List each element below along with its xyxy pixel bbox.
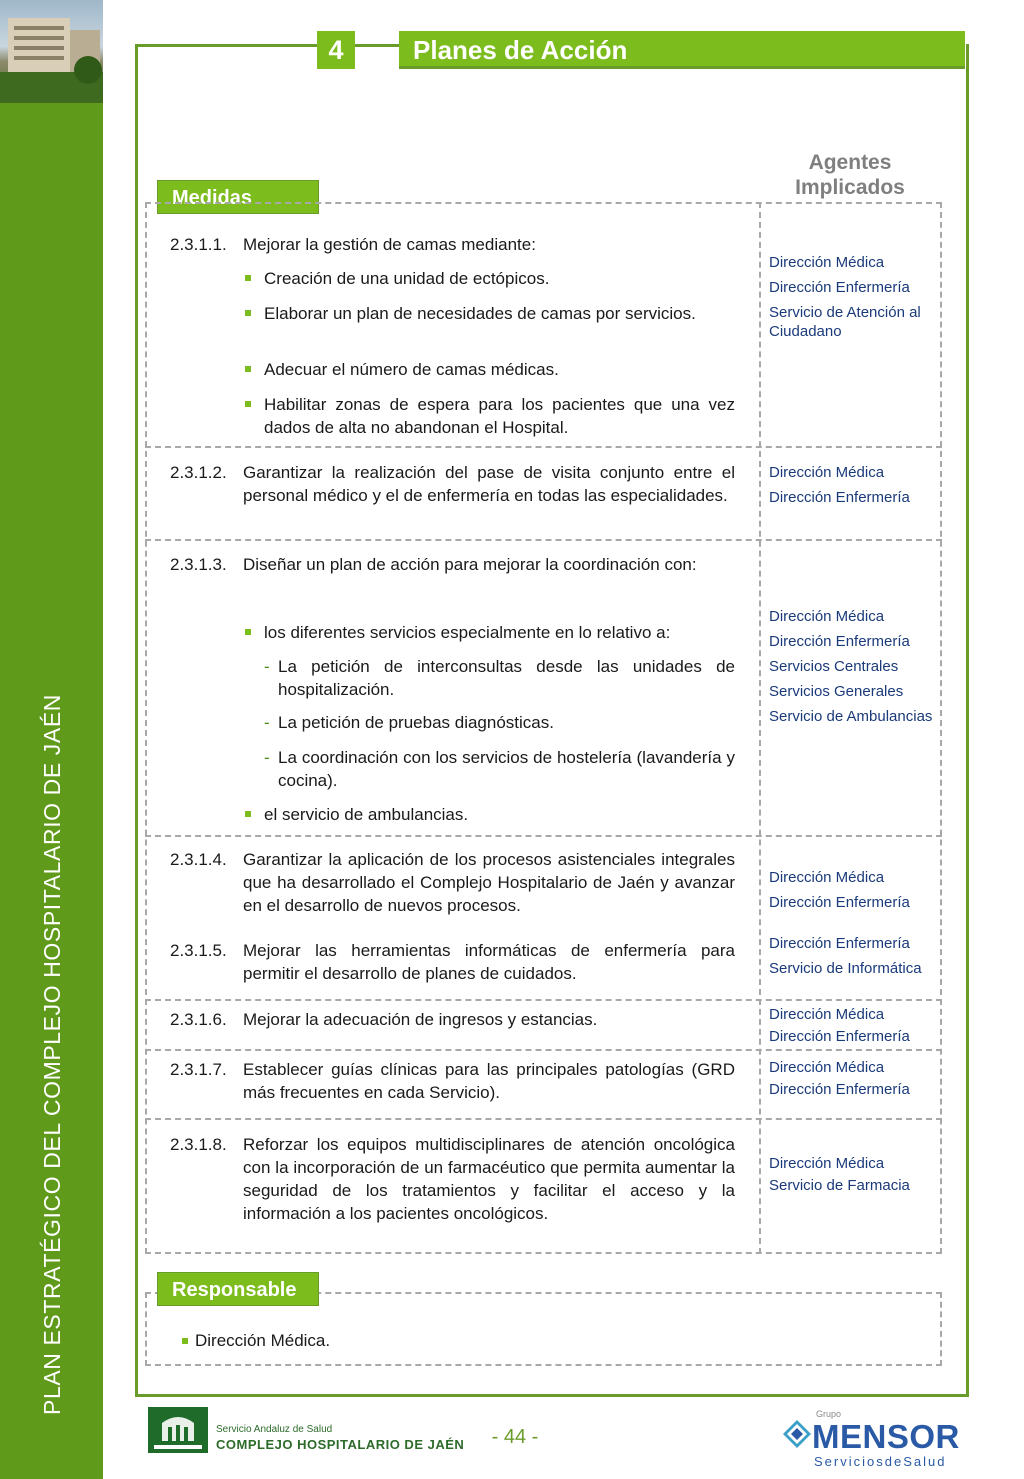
measure-bullet: Elaborar un plan de necesidades de camas por servicios.: [243, 302, 735, 325]
agent-item: Servicio de Ambulancias: [769, 708, 933, 725]
measure-bullet: los diferentes servicios especialmente en lo relativo a:: [243, 621, 735, 644]
agent-item: Servicio de Farmacia: [769, 1177, 910, 1194]
agents-list: [769, 607, 937, 732]
agent-item: Dirección Médica: [769, 254, 885, 271]
measure-number: 2.3.1.5.: [170, 941, 227, 960]
measure-text: Reforzar los equipos multidisciplinares de atención oncológica con la incorporación de un farmacéutico que permita aumentar la seguridad de los tratamientos y facilitar el acceso y la información a los pacientes oncológicos.: [243, 1135, 735, 1223]
mensor-grupo-label: Grupo: [816, 1409, 842, 1419]
agentes-heading-line1: Agentes: [808, 151, 892, 174]
mensor-logo-text: MENSOR: [812, 1418, 960, 1455]
agent-item: Dirección Médica: [769, 1155, 885, 1172]
agent-item: Dirección Enfermería: [769, 489, 910, 506]
agents-list: [769, 1005, 937, 1052]
hospital-photo: [0, 0, 103, 103]
measure-number: 2.3.1.7.: [170, 1060, 227, 1079]
agent-item: Servicio de Informática: [769, 960, 922, 977]
measure-number: 2.3.1.2.: [170, 463, 227, 482]
agents-list: [769, 1154, 937, 1201]
agentes-heading: [760, 150, 940, 200]
responsable-label: Responsable: [157, 1272, 319, 1306]
measure-subitem: - La coordinación con los servicios de hostelería (lavandería y cocina).: [264, 746, 735, 792]
measure-text: Mejorar la gestión de camas mediante:: [243, 235, 536, 254]
measure-text: Establecer guías clínicas para las principales patologías (GRD más frecuentes en cada Servicio).: [243, 1060, 735, 1102]
mensor-tagline: ServiciosdeSalud: [814, 1454, 947, 1469]
page-number: - 44 -: [491, 1426, 539, 1448]
measure-subitem: - La petición de pruebas diagnósticas.: [264, 711, 735, 734]
measure-bullet: Habilitar zonas de espera para los pacientes que una vez dados de alta no abandonan el Hospital.: [243, 393, 735, 439]
measure-text: Mejorar la adecuación de ingresos y estancias.: [243, 1010, 598, 1029]
frame-top-border: [355, 44, 399, 47]
measure-bullet: el servicio de ambulancias.: [243, 803, 735, 826]
agents-list: [769, 1058, 937, 1105]
agents-list: [769, 253, 937, 347]
row-divider: [145, 835, 942, 837]
measure-number: 2.3.1.1.: [170, 235, 227, 254]
agent-item: Dirección Enfermería: [769, 1081, 910, 1098]
measure-bullet: Adecuar el número de camas médicas.: [243, 358, 735, 381]
measure-number: 2.3.1.8.: [170, 1135, 227, 1154]
measure-bullet: Creación de una unidad de ectópicos.: [243, 267, 735, 290]
row-divider: [145, 1118, 942, 1120]
responsable-item: Dirección Médica.: [182, 1330, 330, 1352]
agent-item: Servicios Centrales: [769, 658, 899, 675]
agent-item: Servicio de Atención al Ciudadano: [769, 304, 921, 340]
agentes-heading-line2: Implicados: [795, 176, 905, 199]
measure-subitem: - La petición de interconsultas desde las unidades de hospitalización.: [264, 655, 735, 701]
agent-item: Dirección Enfermería: [769, 279, 910, 296]
row-divider: [145, 446, 942, 448]
agent-item: Dirección Médica: [769, 1006, 885, 1023]
measure-text: Diseñar un plan de acción para mejorar la coordinación con:: [243, 555, 697, 574]
page-title: Planes de Acción: [399, 31, 965, 69]
agent-item: Dirección Enfermería: [769, 1028, 910, 1045]
medidas-label: Medidas: [157, 180, 319, 214]
agents-list: [769, 463, 937, 513]
chapter-number: 4: [317, 31, 355, 69]
measure-text: Garantizar la realización del pase de visita conjunto entre el personal médico y el de enfermería en todas las especialidades.: [243, 463, 735, 505]
agent-item: Dirección Médica: [769, 1059, 885, 1076]
agent-item: Dirección Enfermería: [769, 894, 910, 911]
sidebar-vertical-title: PLAN ESTRATÉGICO DEL COMPLEJO HOSPITALARIO DE JAÉN: [39, 694, 65, 1415]
agents-list: [769, 868, 937, 918]
agent-item: Dirección Médica: [769, 464, 885, 481]
measure-number: 2.3.1.4.: [170, 850, 227, 869]
sas-service-name: Servicio Andaluz de Salud: [216, 1424, 333, 1435]
measure-text: Mejorar las herramientas informáticas de enfermería para permitir el desarrollo de planes de cuidados.: [243, 941, 735, 983]
measure-text: Garantizar la aplicación de los procesos asistenciales integrales que ha desarrollado el Complejo Hospitalario de Jaén y avanzar en el desarrollo de nuevos procesos.: [243, 850, 735, 915]
hospital-name: COMPLEJO HOSPITALARIO DE JAÉN: [216, 1437, 465, 1452]
agent-item: Dirección Enfermería: [769, 935, 910, 952]
measure-number: 2.3.1.3.: [170, 555, 227, 574]
row-divider: [145, 999, 942, 1001]
mensor-logo-icon: [783, 1420, 811, 1448]
row-divider: [145, 539, 942, 541]
agent-item: Dirección Enfermería: [769, 633, 910, 650]
measure-number: 2.3.1.6.: [170, 1010, 227, 1029]
agents-list: [769, 934, 937, 984]
frame-top-border: [135, 44, 318, 47]
agent-item: Dirección Médica: [769, 608, 885, 625]
agent-item: Servicios Generales: [769, 683, 904, 700]
junta-andalucia-logo: [148, 1407, 208, 1453]
column-divider: [759, 202, 761, 1254]
agent-item: Dirección Médica: [769, 869, 885, 886]
